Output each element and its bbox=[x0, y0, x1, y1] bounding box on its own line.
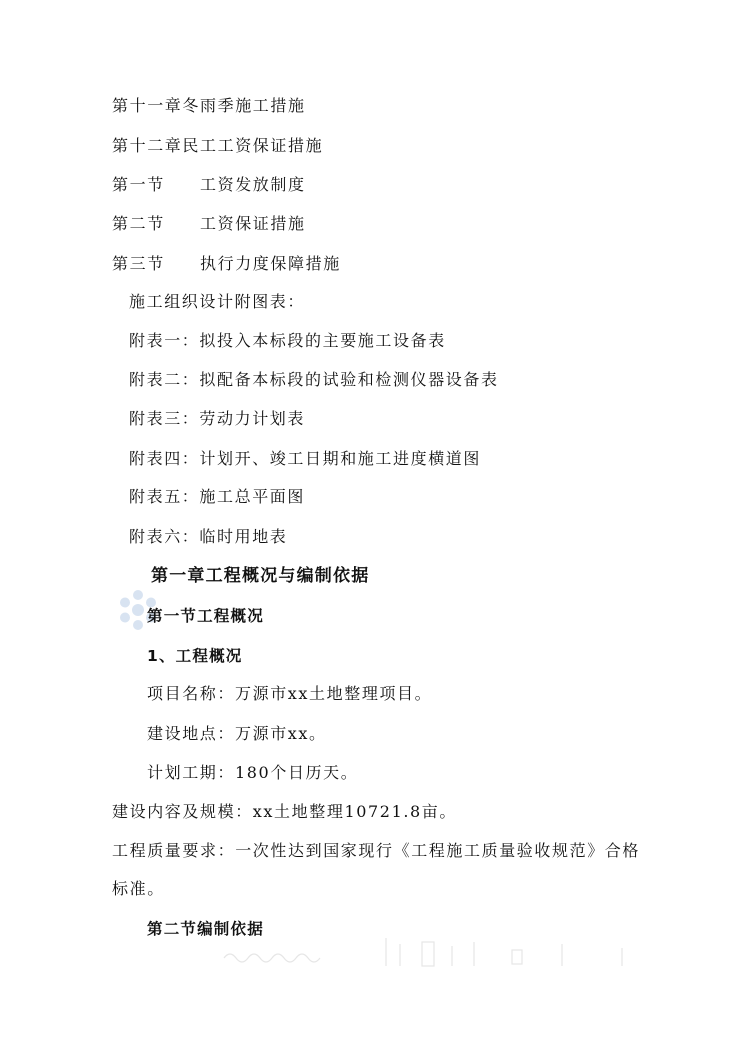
section-title: 第二节编制依据 bbox=[147, 920, 264, 938]
appendix-heading: 施工组织设计附图表： bbox=[129, 292, 306, 311]
toc-section-title: 工资保证措施 bbox=[200, 214, 306, 233]
toc-section-title: 工资发放制度 bbox=[200, 175, 306, 194]
toc-section-label: 第二节 bbox=[112, 214, 165, 233]
subsection-title: 1、工程概况 bbox=[147, 647, 243, 665]
appendix-item: 附表二：拟配备本标段的试验和检测仪器设备表 bbox=[129, 370, 499, 389]
appendix-item: 附表三：劳动力计划表 bbox=[129, 409, 306, 428]
quality-requirement-continued: 标准。 bbox=[112, 879, 165, 898]
quality-requirement: 工程质量要求：一次性达到国家现行《工程施工质量验收规范》合格 bbox=[112, 841, 641, 860]
toc-section-1 bbox=[112, 175, 306, 195]
section-title: 第一节工程概况 bbox=[147, 607, 264, 625]
project-duration: 计划工期：180个日历天。 bbox=[147, 763, 359, 782]
project-name: 项目名称：万源市xx土地整理项目。 bbox=[147, 684, 433, 703]
appendix-item: 附表四：计划开、竣工日期和施工进度横道图 bbox=[129, 449, 482, 468]
toc-chapter-11: 第十一章冬雨季施工措施 bbox=[112, 96, 306, 115]
appendix-item: 附表五：施工总平面图 bbox=[129, 487, 306, 506]
toc-section-3 bbox=[112, 254, 341, 274]
project-scope: 建设内容及规模：xx土地整理10721.8亩。 bbox=[112, 802, 458, 821]
appendix-item: 附表一：拟投入本标段的主要施工设备表 bbox=[129, 331, 446, 350]
toc-section-title: 执行力度保障措施 bbox=[200, 254, 341, 273]
toc-chapter-12: 第十二章民工工资保证措施 bbox=[112, 136, 324, 155]
chapter-title: 第一章工程概况与编制依据 bbox=[151, 566, 370, 586]
appendix-item: 附表六：临时用地表 bbox=[129, 527, 288, 546]
faint-watermark-marks bbox=[222, 932, 642, 972]
project-location: 建设地点：万源市xx。 bbox=[147, 724, 327, 743]
toc-section-2 bbox=[112, 214, 306, 234]
toc-section-label: 第一节 bbox=[112, 175, 165, 194]
toc-section-label: 第三节 bbox=[112, 254, 165, 273]
